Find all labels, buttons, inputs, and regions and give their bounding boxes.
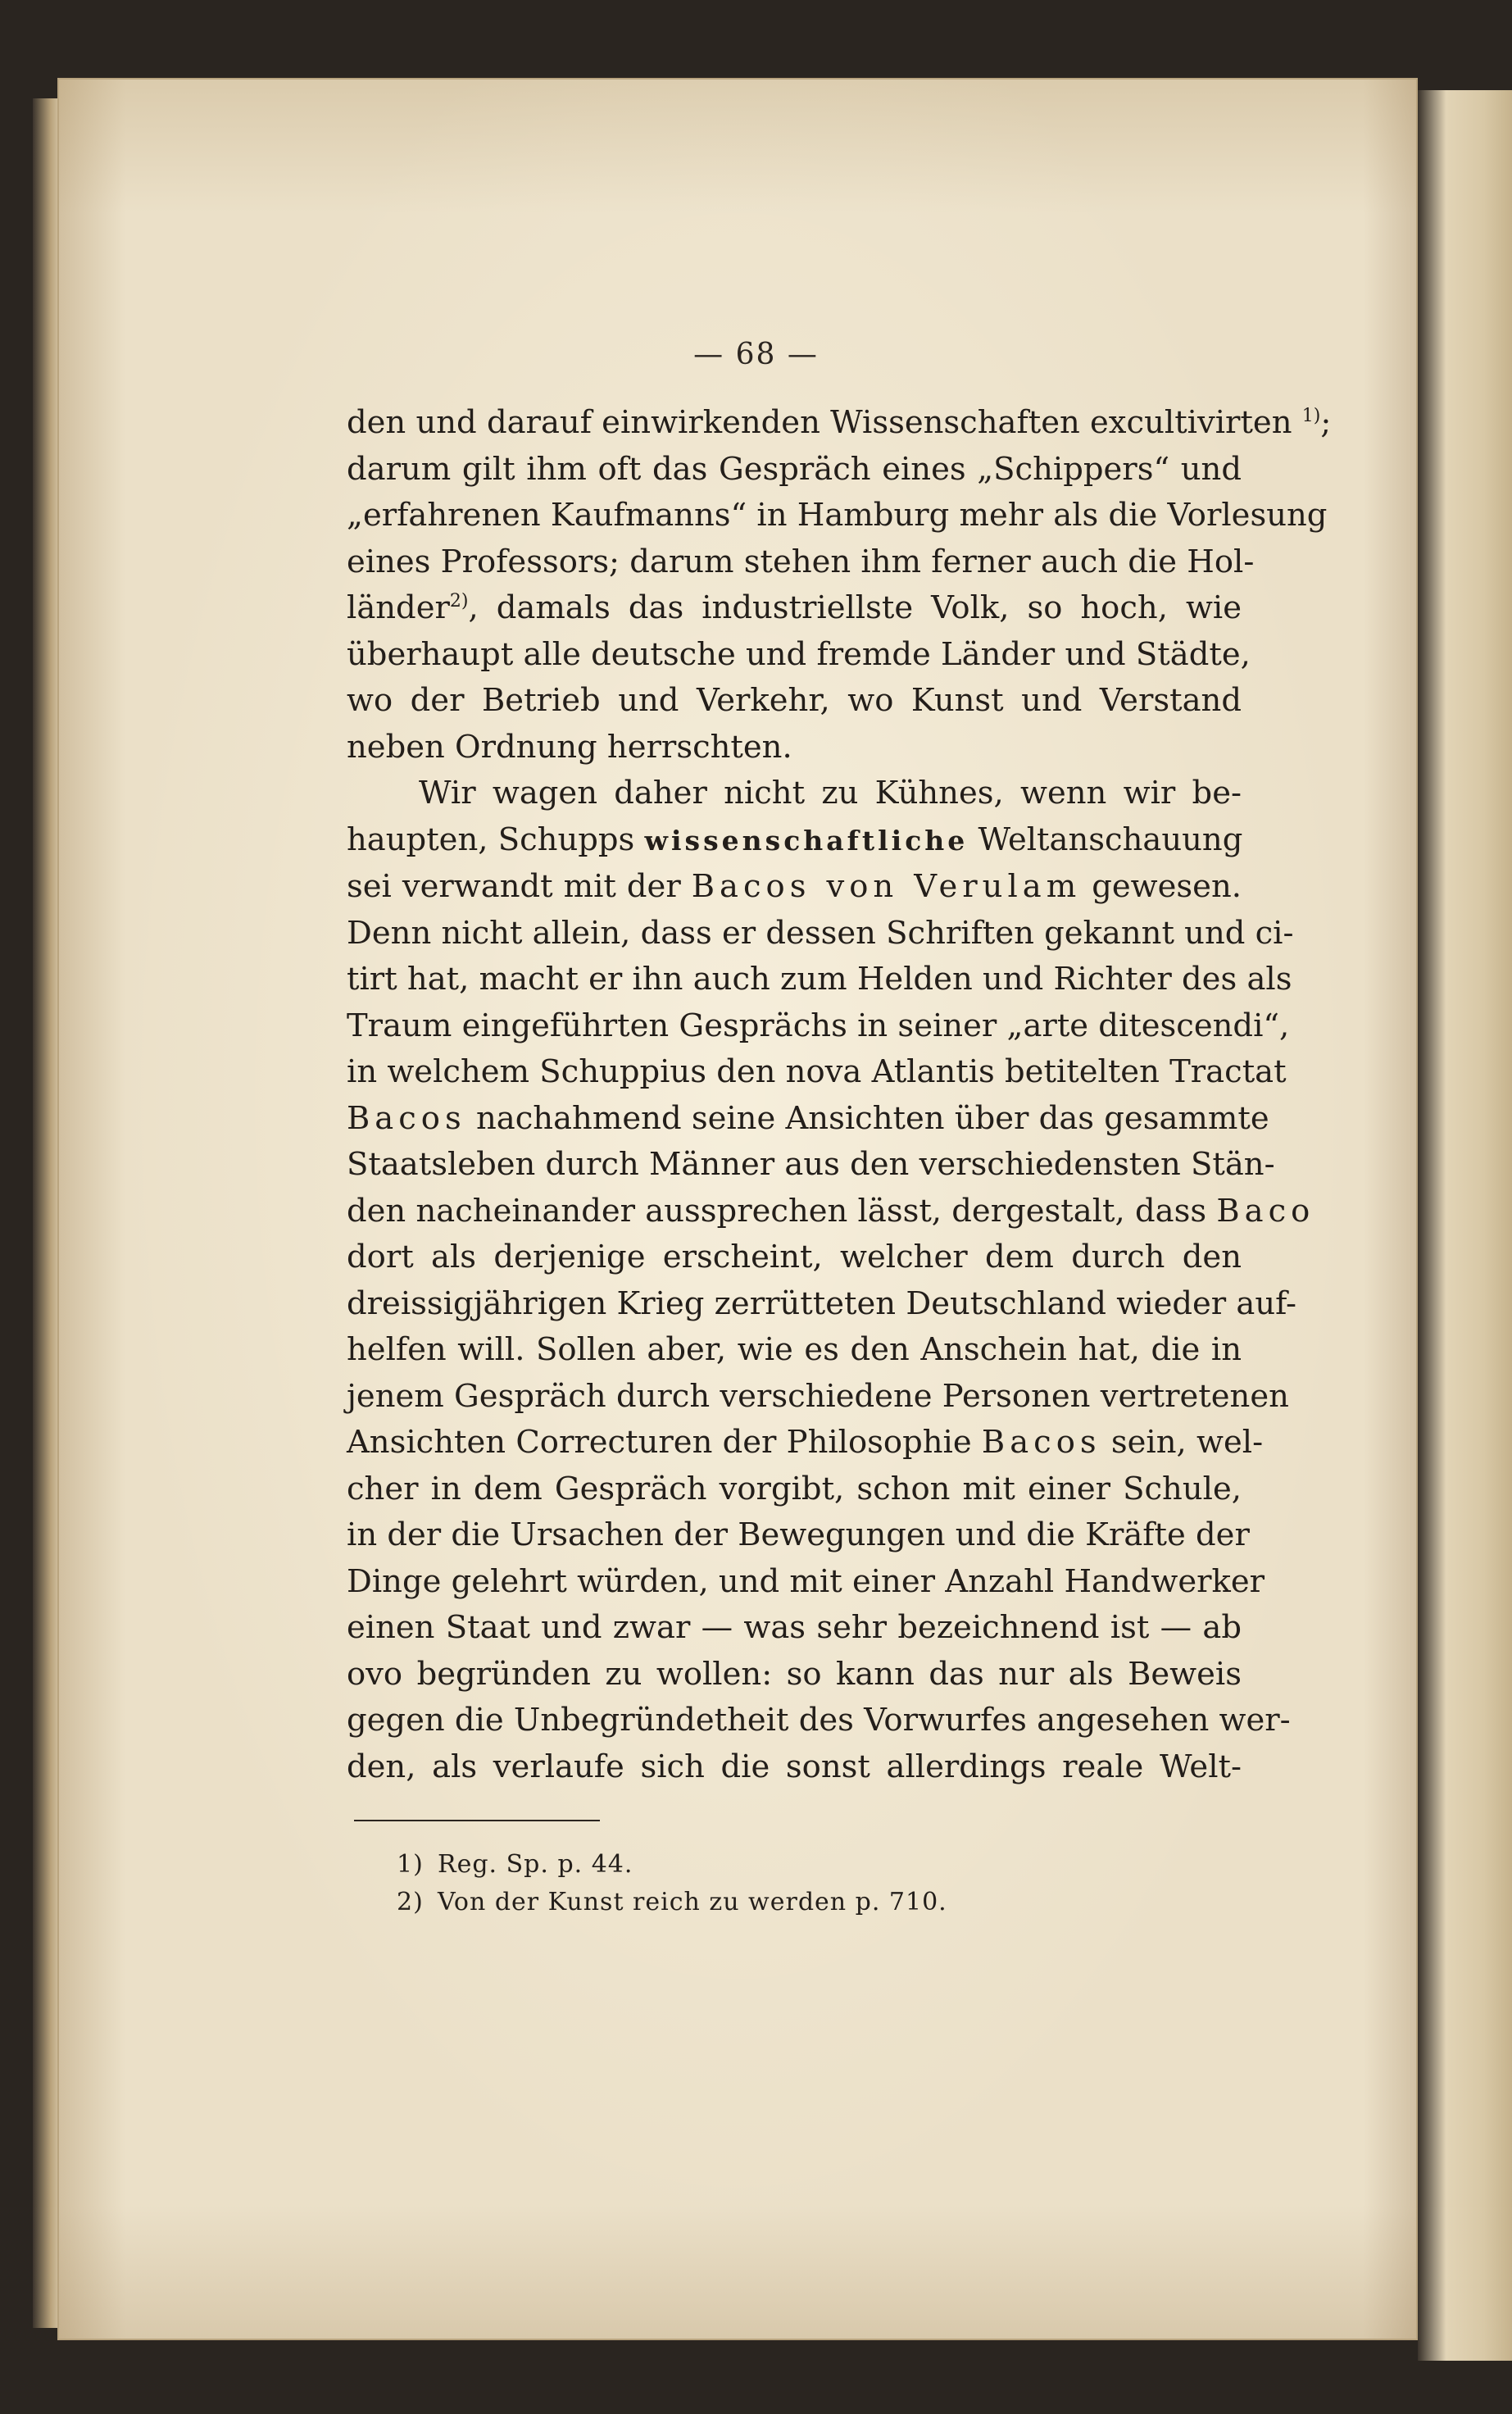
text-line: „erfahrenen Kaufmanns“ in Hamburg mehr als die Vorlesung <box>347 497 1328 534</box>
paragraph-1 <box>347 400 1332 771</box>
text-line: cher in dem Gespräch vorgibt, schon mit einer Schule, <box>347 1470 1242 1507</box>
text-line: den, als verlaufe sich die sonst allerdings reale Welt- <box>347 1748 1242 1785</box>
facing-page-edge <box>1418 90 1512 2361</box>
text-line: den und darauf einwirkenden Wissenschaften excultivirten $^{1)}$; <box>347 404 1332 441</box>
footnote-text: Von der Kunst reich zu werden p. 710. <box>438 1888 947 1916</box>
text-line: Denn nicht allein, dass er dessen Schriften gekannt und ci- <box>347 914 1294 952</box>
text-line: in welchem Schuppius den nova Atlantis betitelten Tractat <box>347 1053 1287 1090</box>
footnote-2 <box>397 1884 947 1921</box>
footnote-1 <box>397 1846 947 1884</box>
text-line: jenem Gespräch durch verschiedene Personen vertretenen <box>347 1377 1289 1415</box>
text-line: helfen will. Sollen aber, wie es den Anschein hat, die in <box>347 1331 1242 1368</box>
emphasized-term: wissenschaftliche <box>644 824 969 857</box>
text-line: Dinge gelehrt würden, und mit einer Anzahl Handwerker <box>347 1562 1265 1600</box>
text-line: in der die Ursachen der Bewegungen und die Kräfte der <box>347 1516 1250 1553</box>
text-line: ovo begründen zu wollen: so kann das nur als Beweis <box>347 1655 1242 1693</box>
text-line: wo der Betrieb und Verkehr, wo Kunst und Verstand <box>347 682 1242 719</box>
text-line: Bacos nachahmend seine Ansichten über das gesammte <box>347 1099 1269 1137</box>
text-line: neben Ordnung herrschten. <box>347 728 792 766</box>
spaced-name: Bacos von Verulam <box>691 868 1082 905</box>
spaced-name: Baco <box>1216 1192 1315 1230</box>
text-line: Ansichten Correcturen der Philosophie Bacos sein, wel- <box>347 1424 1264 1461</box>
page-number: — 68 — <box>693 338 819 371</box>
footnote-ref-2: 2) <box>449 591 469 612</box>
text-line: Staatsleben durch Männer aus den verschiedensten Stän- <box>347 1146 1275 1183</box>
footnotes <box>397 1846 947 1921</box>
text-line: den nacheinander aussprechen lässt, dergestalt, dass Baco <box>347 1192 1315 1230</box>
spaced-name: Bacos <box>347 1099 466 1137</box>
text-line: tirt hat, macht er ihn auch zum Helden und Richter des als <box>347 961 1292 998</box>
text-line: länder$^{2)}$, damals das industriellste Volk, so hoch, wie <box>347 589 1242 626</box>
text-line: haupten, Schupps wissenschaftliche Weltanschauung <box>347 821 1243 858</box>
text-line: sei verwandt mit der Bacos von Verulam gewesen. <box>347 868 1242 905</box>
text-line: Traum eingeführten Gesprächs in seiner „arte ditescendi“, <box>347 1007 1290 1044</box>
text-line: Wir wagen daher nicht zu Kühnes, wenn wir be- <box>419 775 1242 811</box>
text-line: gegen die Unbegründetheit des Vorwurfes angesehen wer- <box>347 1702 1291 1739</box>
footnote-ref-1: 1) <box>1301 406 1321 427</box>
text-line: einen Staat und zwar — was sehr bezeichnend ist — ab <box>347 1609 1242 1646</box>
paragraph-2 <box>347 771 1315 1790</box>
footnote-text: Reg. Sp. p. 44. <box>438 1850 633 1879</box>
text-line: darum gilt ihm oft das Gespräch eines „Schippers“ und <box>347 450 1242 488</box>
text-line: dreissigjährigen Krieg zerrütteten Deutschland wieder auf- <box>347 1284 1297 1322</box>
text-line: dort als derjenige erscheint, welcher dem durch den <box>347 1239 1242 1275</box>
text-line: überhaupt alle deutsche und fremde Länder und Städte, <box>347 635 1251 673</box>
footnote-mark: 2) <box>397 1888 424 1916</box>
footnote-divider <box>354 1820 600 1821</box>
footnote-mark: 1) <box>397 1850 424 1879</box>
spaced-name: Bacos <box>981 1424 1101 1461</box>
body-text <box>347 400 1332 1790</box>
text-line: eines Professors; darum stehen ihm ferner auch die Hol- <box>347 543 1255 580</box>
